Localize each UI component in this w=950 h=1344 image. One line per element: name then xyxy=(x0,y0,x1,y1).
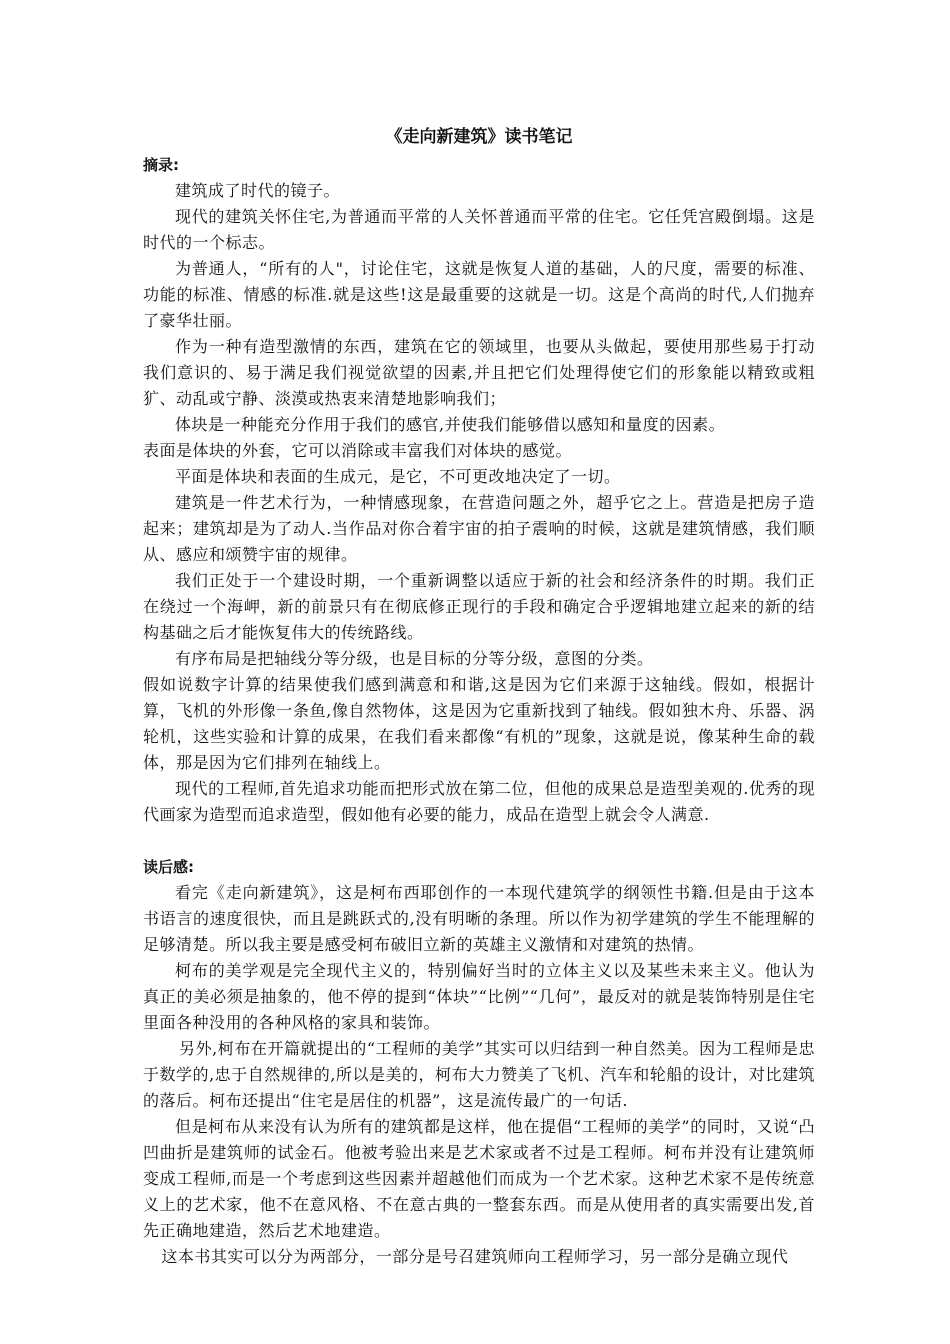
excerpt-paragraph: 现代的工程师,首先追求功能而把形式放在第二位，但他的成果总是造型美观的.优秀的现代画家为造型而追求造型，假如他有必要的能力，成品在造型上就会令人满意. xyxy=(143,779,815,824)
reflection-paragraph: 柯布的美学观是完全现代主义的，特别偏好当时的立体主义以及某些未来主义。他认为真正的美必须是抽象的，他不停的提到“体块”“比例”“几何”，最反对的就是装饰特别是住宅里面各种没用的各种风格的家具和装饰。 xyxy=(143,961,815,1032)
reflection-paragraph: 这本书其实可以分为两部分，一部分是号召建筑师向工程师学习，另一部分是确立现代 xyxy=(161,1247,789,1266)
excerpt-paragraph: 表面是体块的外套，它可以消除或丰富我们对体块的感觉。 xyxy=(143,441,573,460)
reflection-paragraph: 另外,柯布在开篇就提出的“工程师的美学”其实可以归结到一种自然美。因为工程师是忠于数学的,忠于自然规律的,所以是美的，柯布大力赞美了飞机、汽车和轮船的设计，对比建筑的落后。柯布还提出“住宅是居住的机器”，这是流传最广的一句话. xyxy=(143,1039,815,1110)
reflection-paragraph: 看完《走向新建筑》，这是柯布西耶创作的一本现代建筑学的纲领性书籍.但是由于这本书语言的速度很快，而且是跳跃式的,没有明晰的条理。所以作为初学建筑的学生不能理解的足够清楚。所以我主要是感受柯布破旧立新的英雄主义激情和对建筑的热情。 xyxy=(143,883,815,954)
excerpt-paragraph: 体块是一种能充分作用于我们的感官,并使我们能够借以感知和量度的因素。 xyxy=(175,415,726,434)
excerpt-paragraph: 现代的建筑关怀住宅,为普通而平常的人关怀普通而平常的住宅。它任凭宫殿倒塌。这是时代的一个标志。 xyxy=(143,207,815,252)
reflection-paragraph: 但是柯布从来没有认为所有的建筑都是这样，他在提倡“工程师的美学”的同时，又说“凸凹曲折是建筑师的试金石。他被考验出来是艺术家或者不过是工程师。柯布并没有让建筑师变成工程师,而是一个考虑到这些因素并超越他们而成为一个艺术家。这种艺术家不是传统意义上的艺术家，他不在意风格、不在意古典的一整套东西。而是从使用者的真实需要出发,首先正确地建造，然后艺术地建造。 xyxy=(143,1117,815,1240)
document-page xyxy=(143,122,815,1270)
excerpt-paragraph: 假如说数字计算的结果使我们感到满意和和谐,这是因为它们来源于这轴线。假如，根据计算，飞机的外形像一条鱼,像自然物体，这是因为它重新找到了轴线。假如独木舟、乐器、涡轮机，这些实验和计算的成果，在我们看来都像“有机的”现象，这就是说，像某种生命的载体，那是因为它们排列在轴线上。 xyxy=(143,675,815,772)
excerpt-paragraph: 有序布局是把轴线分等分级，也是目标的分等分级，意图的分类。 xyxy=(175,649,654,668)
excerpt-paragraph: 作为一种有造型激情的东西，建筑在它的领域里，也要从头做起，要使用那些易于打动我们意识的、易于满足我们视觉欲望的因素,并且把它们处理得使它们的形象能以精致或粗犷、动乱或宁静、淡漠或热衷来清楚地影响我们； xyxy=(143,337,815,408)
excerpt-heading: 摘录: xyxy=(143,156,179,174)
excerpt-section xyxy=(143,178,815,828)
excerpt-paragraph: 建筑是一件艺术行为，一种情感现象，在营造问题之外，超乎它之上。营造是把房子造起来；建筑却是为了动人.当作品对你合着宇宙的拍子震响的时候，这就是建筑情感，我们顺从、感应和颂赞宇宙的规律。 xyxy=(143,493,815,564)
excerpt-paragraph: 为普通人，“所有的人"，讨论住宅，这就是恢复人道的基础，人的尺度，需要的标准、功能的标准、情感的标准.就是这些!这是最重要的这就是一切。这是个高尚的时代,人们抛弃了豪华壮丽。 xyxy=(143,259,815,330)
reflection-section xyxy=(143,880,815,1270)
reflection-heading: 读后感: xyxy=(143,858,194,876)
document-title: 《走向新建筑》读书笔记 xyxy=(385,127,573,147)
excerpt-paragraph: 建筑成了时代的镜子。 xyxy=(175,181,341,200)
excerpt-paragraph: 我们正处于一个建设时期，一个重新调整以适应于新的社会和经济条件的时期。我们正在绕过一个海岬，新的前景只有在彻底修正现行的手段和确定合乎逻辑地建立起来的新的结构基础之后才能恢复伟大的传统路线。 xyxy=(143,571,815,642)
excerpt-paragraph: 平面是体块和表面的生成元，是它，不可更改地决定了一切。 xyxy=(175,467,621,486)
